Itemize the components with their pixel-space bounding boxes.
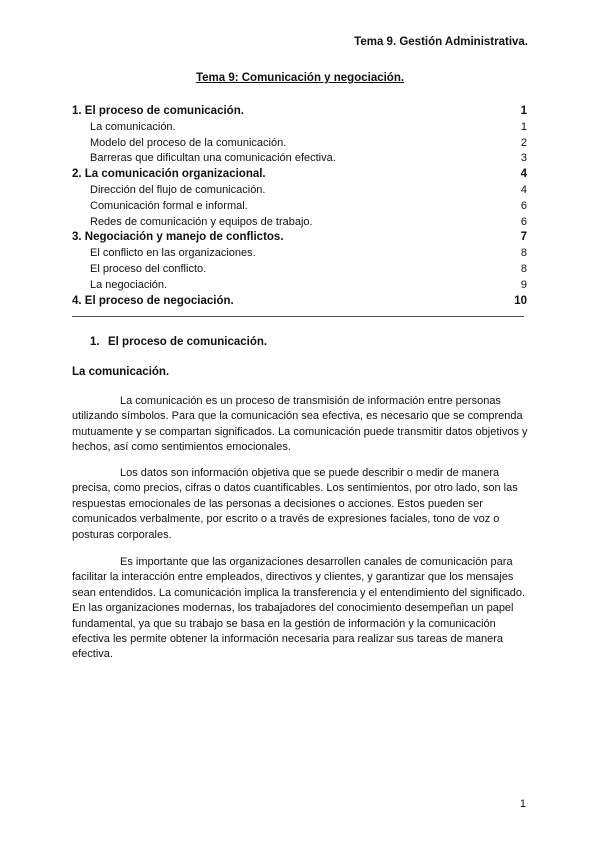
toc-entry-label: El conflicto en las organizaciones. xyxy=(90,247,256,260)
running-header: Tema 9. Gestión Administrativa. xyxy=(354,36,528,48)
toc-entry-label: La negociación. xyxy=(90,278,168,291)
toc-entry-label: Barreras que dificultan una comunicación efectiva. xyxy=(90,152,336,165)
section-title: El proceso de comunicación. xyxy=(108,336,268,348)
toc-entry-page: 4 xyxy=(520,183,527,196)
section-number: 1. xyxy=(90,336,100,348)
toc-entry-page: 7 xyxy=(520,231,527,244)
toc-entry-page: 1 xyxy=(520,120,527,133)
toc-entry[interactable] xyxy=(72,278,527,294)
toc-entry-page: 6 xyxy=(520,199,527,212)
toc-entry[interactable] xyxy=(72,151,527,167)
paragraph-3 xyxy=(72,555,530,663)
paragraph-1-text: La comunicación es un proceso de transmisión de información entre personas utilizando símbolos. Para que la comunicación sea efectiva, es necesario que se comprenda mutuamente y se compartan significados. La comunicación puede transmitir datos objetivos y hechos, así como sentimientos emocionales. xyxy=(72,395,528,454)
paragraph-1 xyxy=(72,394,530,456)
toc-entry-label: Comunicación formal e informal. xyxy=(90,199,248,212)
toc-entry-label: La comunicación. xyxy=(90,120,176,133)
toc-entry-page: 2 xyxy=(520,136,527,149)
toc-entry-label: Modelo del proceso de la comunicación. xyxy=(90,136,287,149)
toc-entry[interactable] xyxy=(72,183,527,199)
toc-entry-label: El proceso del conflicto. xyxy=(90,262,207,275)
toc-entry-label: Redes de comunicación y equipos de trabajo. xyxy=(90,215,313,228)
toc-entry[interactable] xyxy=(72,120,527,136)
toc-entry[interactable] xyxy=(72,136,527,152)
toc-entry-page: 10 xyxy=(514,294,527,307)
toc-entry-page: 9 xyxy=(520,278,527,291)
paragraph-2 xyxy=(72,466,530,543)
subsection-heading: La comunicación. xyxy=(72,366,170,378)
toc-entry[interactable] xyxy=(72,104,527,120)
document-title: Tema 9: Comunicación y negociación. xyxy=(195,72,405,84)
toc-entry[interactable] xyxy=(72,230,527,246)
toc-entry-page: 8 xyxy=(520,247,527,260)
table-of-contents xyxy=(72,104,527,309)
toc-entry[interactable] xyxy=(72,167,527,183)
toc-entry-label: 1. El proceso de comunicación. xyxy=(72,105,244,117)
section-heading xyxy=(90,336,267,348)
toc-entry-label: Dirección del flujo de comunicación. xyxy=(90,183,266,196)
toc-entry-label: 4. El proceso de negociación. xyxy=(72,294,234,307)
toc-entry[interactable] xyxy=(72,199,527,215)
toc-entry[interactable] xyxy=(72,246,527,262)
toc-entry-label: 3. Negociación y manejo de conflictos. xyxy=(72,231,284,244)
paragraph-3-text: Es importante que las organizaciones desarrollen canales de comunicación para facilitar la interacción entre empleados, directivos y clientes, y garantizar que los mensajes sean entendidos. La comunicación implica la transferencia y el entendimiento del significado. En las organizaciones modernas, los trabajadores del conocimiento desempeñan un papel fundamental, ya que su trabajo se basa en la gestión de información y la comunicación efectiva les permite obtener la información necesaria para realizar sus tareas de manera efectiva. xyxy=(72,556,526,661)
toc-divider xyxy=(72,316,524,317)
toc-entry-page: 1 xyxy=(520,105,527,117)
toc-entry-label: 2. La comunicación organizacional. xyxy=(72,168,266,181)
toc-entry[interactable] xyxy=(72,294,527,310)
toc-entry[interactable] xyxy=(72,262,527,278)
toc-entry-page: 3 xyxy=(520,152,527,165)
toc-entry-page: 6 xyxy=(520,215,527,228)
toc-entry-page: 8 xyxy=(520,262,527,275)
toc-entry[interactable] xyxy=(72,215,527,231)
toc-entry-page: 4 xyxy=(520,168,527,181)
paragraph-2-text: Los datos son información objetiva que se puede describir o medir de manera precisa, como precios, cifras o datos cuantificables. Los sentimientos, por otro lado, son las respuestas emocionales de las personas a decisiones o acciones. Estos pueden ser comunicados verbalmente, por escrito o a través de expresiones faciales, tono de voz o posturas corporales. xyxy=(72,467,518,541)
page-number: 1 xyxy=(519,798,526,810)
